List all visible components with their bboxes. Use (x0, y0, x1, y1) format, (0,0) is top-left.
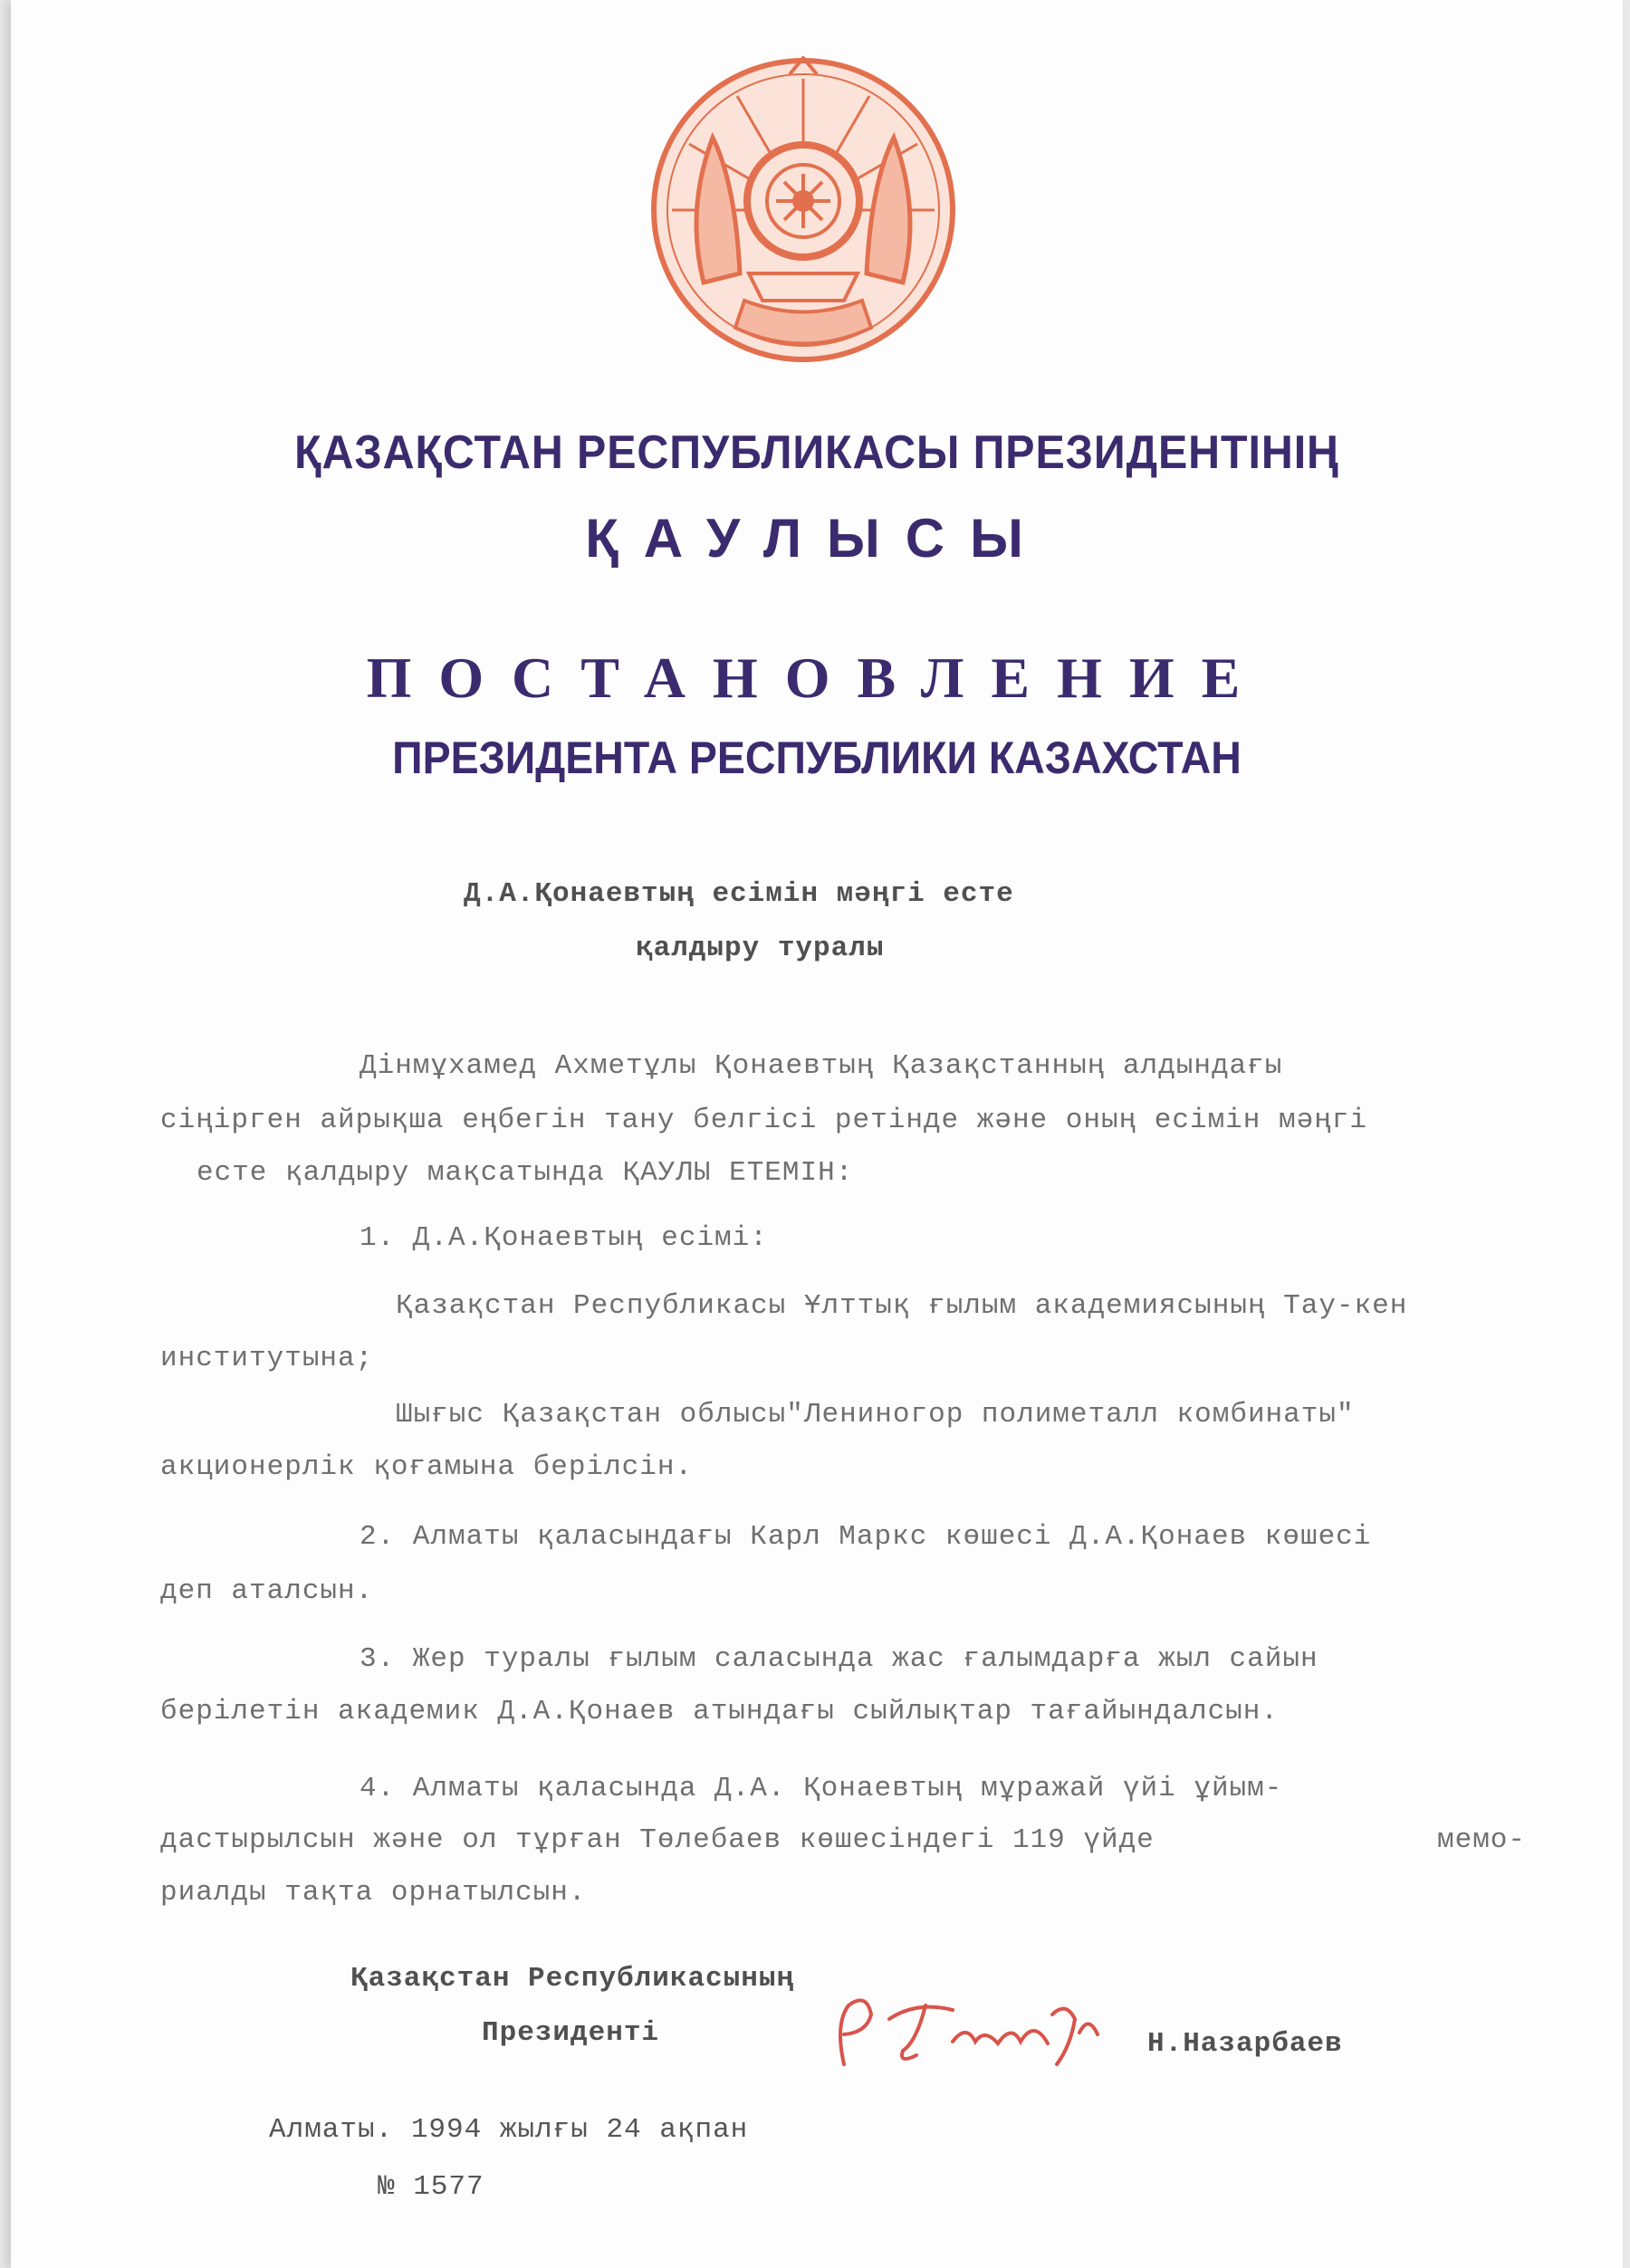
item-line: Қазақстан Республикасы Ұлттық ғылым академиясының Тау-кен (396, 1290, 1408, 1322)
subject-line-1: Д.А.Қонаевтың есімін мәңгі есте (464, 878, 1014, 910)
heading-postanovlenie: ПОСТАНОВЛЕНИЕ (366, 646, 1268, 710)
item-line: деп аталсын. (160, 1575, 374, 1607)
place-and-date: Алматы. 1994 жылғы 24 ақпан (269, 2114, 749, 2146)
item-line: берілетін академик Д.А.Қонаев атындағы сыйлықтар тағайындалсын. (160, 1696, 1279, 1727)
preamble-line: сіңірген айрықша еңбегін тану белгісі ретінде және оның есімін мәңгі (160, 1105, 1368, 1136)
subject-line-2: қалдыру туралы (636, 933, 885, 964)
item-line: институтына; (160, 1343, 374, 1374)
handwritten-signature-icon (817, 1978, 1161, 2078)
item-line: мемо- (1437, 1824, 1527, 1856)
signatory-name: Н.Назарбаев (1147, 2028, 1343, 2060)
item-line: 4. Алматы қаласында Д.А. Қонаевтың мұражай үйі ұйым- (360, 1773, 1283, 1804)
signatory-title-2: Президенті (482, 2017, 660, 2049)
decree-number: № 1577 (378, 2171, 484, 2203)
preamble-line: есте қалдыру мақсатында ҚАУЛЫ ЕТЕМІН: (197, 1157, 854, 1189)
preamble-line: Дінмұхамед Ахметұлы Қонаевтың Қазақстанның алдындағы (360, 1050, 1283, 1082)
document-sheet (11, 0, 1623, 2268)
item-line: 3. Жер туралы ғылым саласында жас ғалымдарға жыл сайын (360, 1643, 1318, 1675)
item-line: дастырылсын және ол тұрған Төлебаев көшесіндегі 119 үйде (160, 1824, 1155, 1856)
item-line: акционерлік қоғамына берілсін. (160, 1451, 694, 1483)
item-line: 1. Д.А.Қонаевтың есімі: (360, 1222, 768, 1254)
signatory-title-1: Қазақстан Республикасының (350, 1963, 795, 1995)
state-emblem-icon (649, 56, 957, 364)
heading-president-republic: ПРЕЗИДЕНТА РЕСПУБЛИКИ КАЗАХСТАН (392, 732, 1242, 783)
item-line: риалды тақта орнатылсын. (160, 1877, 587, 1909)
heading-kaulysy: ҚАУЛЫСЫ (585, 508, 1049, 569)
item-line: Шығыс Қазақстан облысы"Лениногор полиметалл комбинаты" (396, 1399, 1355, 1431)
item-line: 2. Алматы қаласындағы Карл Маркс көшесі Д.А.Қонаев көшесі (360, 1521, 1372, 1553)
heading-kazakh-president: ҚАЗАҚСТАН РЕСПУБЛИКАСЫ ПРЕЗИДЕНТІНІҢ (294, 426, 1339, 479)
